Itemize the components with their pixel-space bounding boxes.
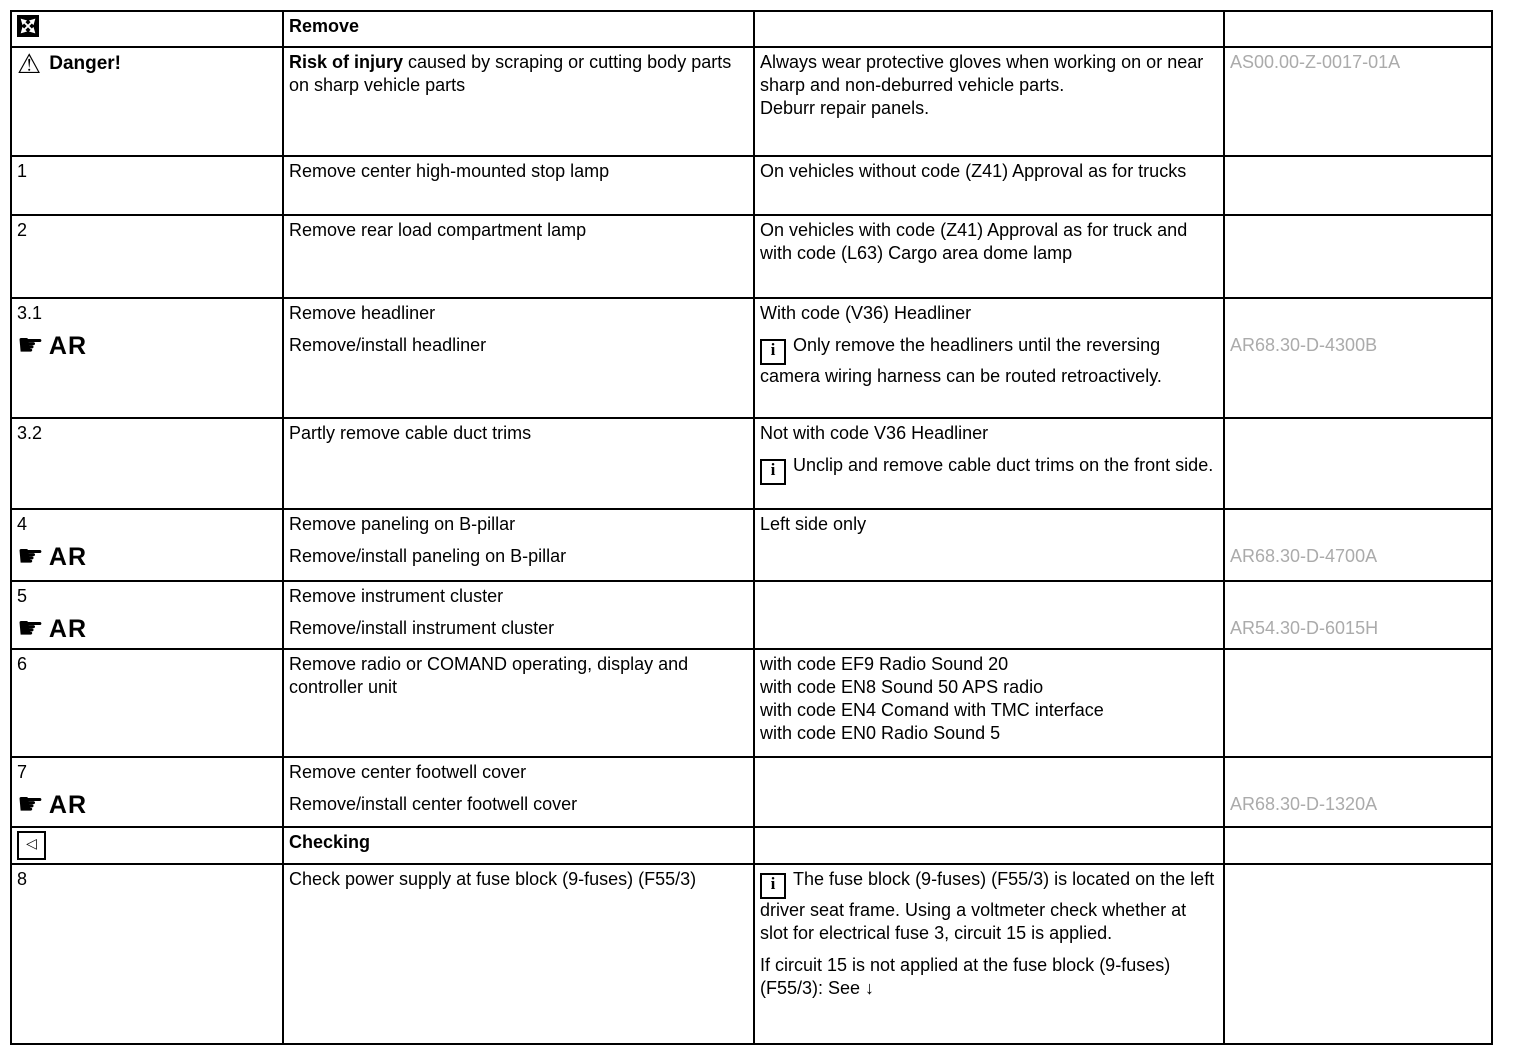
action-text: Remove headliner bbox=[289, 303, 436, 324]
document-ref-code[interactable]: AR54.30-D-6015H bbox=[1230, 618, 1379, 639]
note-text: On vehicles with code (Z41) Approval as for truck and with code (L63) Cargo area dome lamp bbox=[760, 220, 1188, 264]
table-row bbox=[11, 215, 1492, 298]
ref-cell bbox=[1224, 757, 1492, 827]
notes-cell bbox=[754, 418, 1224, 509]
note-text: Left side only bbox=[760, 514, 867, 535]
notes-cell bbox=[754, 581, 1224, 649]
ar-reference bbox=[17, 613, 274, 645]
note-text: with code EF9 Radio Sound 20 bbox=[760, 654, 1009, 675]
step-cell bbox=[11, 11, 283, 47]
info-icon: i bbox=[760, 339, 786, 365]
step-number: 2 bbox=[17, 220, 28, 241]
step-cell bbox=[11, 864, 283, 1044]
step-number: 6 bbox=[17, 654, 28, 675]
document-ref-code[interactable]: AS00.00-Z-0017-01A bbox=[1230, 52, 1401, 73]
note-text: If circuit 15 is not applied at the fuse block (9-fuses) (F55/3): See ↓ bbox=[760, 955, 1171, 999]
pointing-hand-icon: ☛ bbox=[17, 612, 44, 646]
action-cell bbox=[283, 215, 754, 298]
action-cell bbox=[283, 649, 754, 757]
action-text: Remove center high-mounted stop lamp bbox=[289, 161, 610, 182]
step-number: 3.1 bbox=[17, 303, 43, 324]
note-text: Not with code V36 Headliner bbox=[760, 423, 989, 444]
note-text: Always wear protective gloves when working on or near sharp and non-deburred vehicle parts. bbox=[760, 52, 1204, 96]
action-text: Remove center footwell cover bbox=[289, 762, 527, 783]
notes-cell bbox=[754, 47, 1224, 156]
table-row bbox=[11, 581, 1492, 649]
risk-title: Risk of injury bbox=[289, 52, 404, 73]
ref-cell bbox=[1224, 509, 1492, 581]
step-number: 5 bbox=[17, 586, 28, 607]
step-cell bbox=[11, 47, 283, 156]
danger-row bbox=[11, 47, 1492, 156]
section-row-checking bbox=[11, 827, 1492, 864]
action-text: Remove/install headliner bbox=[289, 335, 487, 356]
note-text: On vehicles without code (Z41) Approval as for trucks bbox=[760, 161, 1187, 182]
step-number: 3.2 bbox=[17, 423, 43, 444]
action-cell bbox=[283, 509, 754, 581]
document-ref-code[interactable]: AR68.30-D-4300B bbox=[1230, 335, 1378, 356]
action-cell bbox=[283, 581, 754, 649]
ref-cell bbox=[1224, 827, 1492, 864]
table-row bbox=[11, 509, 1492, 581]
warning-triangle-icon: ⚠ bbox=[17, 49, 42, 80]
info-icon: i bbox=[760, 459, 786, 485]
pointing-hand-icon: ☛ bbox=[17, 329, 44, 363]
ar-reference bbox=[17, 789, 274, 821]
action-cell bbox=[283, 47, 754, 156]
table-row bbox=[11, 156, 1492, 215]
ref-cell bbox=[1224, 418, 1492, 509]
service-procedure-table bbox=[10, 10, 1493, 1045]
note-text: Only remove the headliners until the reversing camera wiring harness can be routed retroactively. bbox=[760, 335, 1162, 387]
info-note bbox=[760, 334, 1215, 388]
step-number: 8 bbox=[17, 869, 28, 890]
action-cell bbox=[283, 827, 754, 864]
notes-cell bbox=[754, 298, 1224, 418]
ref-cell bbox=[1224, 47, 1492, 156]
action-cell bbox=[283, 11, 754, 47]
ref-cell bbox=[1224, 581, 1492, 649]
step-number: 7 bbox=[17, 762, 28, 783]
step-cell bbox=[11, 215, 283, 298]
notes-cell bbox=[754, 864, 1224, 1044]
ar-label: AR bbox=[48, 615, 88, 644]
table-row bbox=[11, 649, 1492, 757]
note-text: with code EN8 Sound 50 APS radio bbox=[760, 677, 1044, 698]
ref-cell bbox=[1224, 156, 1492, 215]
step-number: 1 bbox=[17, 161, 28, 182]
step-cell bbox=[11, 757, 283, 827]
note-text: with code EN0 Radio Sound 5 bbox=[760, 723, 1001, 744]
step-number: 4 bbox=[17, 514, 28, 535]
action-text: Remove paneling on B-pillar bbox=[289, 514, 516, 535]
step-cell bbox=[11, 649, 283, 757]
section-title: Remove bbox=[289, 16, 360, 36]
step-cell bbox=[11, 418, 283, 509]
ar-reference bbox=[17, 541, 274, 573]
ar-label: AR bbox=[48, 791, 88, 820]
document-ref-code[interactable]: AR68.30-D-4700A bbox=[1230, 546, 1378, 567]
action-cell bbox=[283, 418, 754, 509]
ar-label: AR bbox=[48, 543, 88, 572]
note-text: With code (V36) Headliner bbox=[760, 303, 972, 324]
danger-block bbox=[17, 51, 274, 78]
section-row-remove bbox=[11, 11, 1492, 47]
action-cell bbox=[283, 864, 754, 1044]
notes-cell bbox=[754, 649, 1224, 757]
ref-cell bbox=[1224, 11, 1492, 47]
info-icon: i bbox=[760, 873, 786, 899]
action-text: Remove/install instrument cluster bbox=[289, 618, 555, 639]
pointing-hand-icon: ☛ bbox=[17, 788, 44, 822]
risk-statement bbox=[289, 51, 745, 97]
step-cell bbox=[11, 581, 283, 649]
check-triangle-icon: ◁ bbox=[17, 831, 46, 860]
ref-cell bbox=[1224, 864, 1492, 1044]
note-text: The fuse block (9-fuses) (F55/3) is located on the left driver seat frame. Using a voltmeter check whether at slot for electrical fuse 3, circuit 15 is applied. bbox=[760, 869, 1215, 944]
action-cell bbox=[283, 298, 754, 418]
notes-cell bbox=[754, 827, 1224, 864]
notes-cell bbox=[754, 215, 1224, 298]
action-cell bbox=[283, 156, 754, 215]
action-text: Check power supply at fuse block (9-fuses) (F55/3) bbox=[289, 869, 697, 890]
action-text: Remove/install paneling on B-pillar bbox=[289, 546, 567, 567]
action-text: Remove instrument cluster bbox=[289, 586, 504, 607]
danger-label: Danger! bbox=[49, 53, 122, 75]
step-cell bbox=[11, 156, 283, 215]
step-cell bbox=[11, 298, 283, 418]
ref-cell bbox=[1224, 215, 1492, 298]
risk-description: caused by scraping or cutting body parts on sharp vehicle parts bbox=[289, 52, 732, 96]
pointing-hand-icon: ☛ bbox=[17, 540, 44, 574]
action-text: Remove rear load compartment lamp bbox=[289, 220, 587, 241]
ar-reference bbox=[17, 330, 274, 362]
document-ref-code[interactable]: AR68.30-D-1320A bbox=[1230, 794, 1378, 815]
table-row bbox=[11, 757, 1492, 827]
step-cell bbox=[11, 509, 283, 581]
ref-cell bbox=[1224, 649, 1492, 757]
section-title: Checking bbox=[289, 832, 371, 853]
ref-cell bbox=[1224, 298, 1492, 418]
notes-cell bbox=[754, 11, 1224, 47]
table-row bbox=[11, 298, 1492, 418]
action-cell bbox=[283, 757, 754, 827]
action-text: Partly remove cable duct trims bbox=[289, 423, 532, 444]
note-text: with code EN4 Comand with TMC interface bbox=[760, 700, 1104, 721]
note-text: Deburr repair panels. bbox=[760, 98, 930, 119]
note-text: Unclip and remove cable duct trims on the front side. bbox=[793, 455, 1214, 476]
ar-label: AR bbox=[48, 332, 88, 361]
table-row bbox=[11, 864, 1492, 1044]
info-note bbox=[760, 868, 1215, 945]
action-text: Remove radio or COMAND operating, display and controller unit bbox=[289, 654, 689, 698]
info-note bbox=[760, 454, 1215, 485]
action-text: Remove/install center footwell cover bbox=[289, 794, 578, 815]
table-row bbox=[11, 418, 1492, 509]
notes-cell bbox=[754, 757, 1224, 827]
move-arrows-icon bbox=[17, 15, 39, 37]
notes-cell bbox=[754, 156, 1224, 215]
notes-cell bbox=[754, 509, 1224, 581]
step-cell bbox=[11, 827, 283, 864]
